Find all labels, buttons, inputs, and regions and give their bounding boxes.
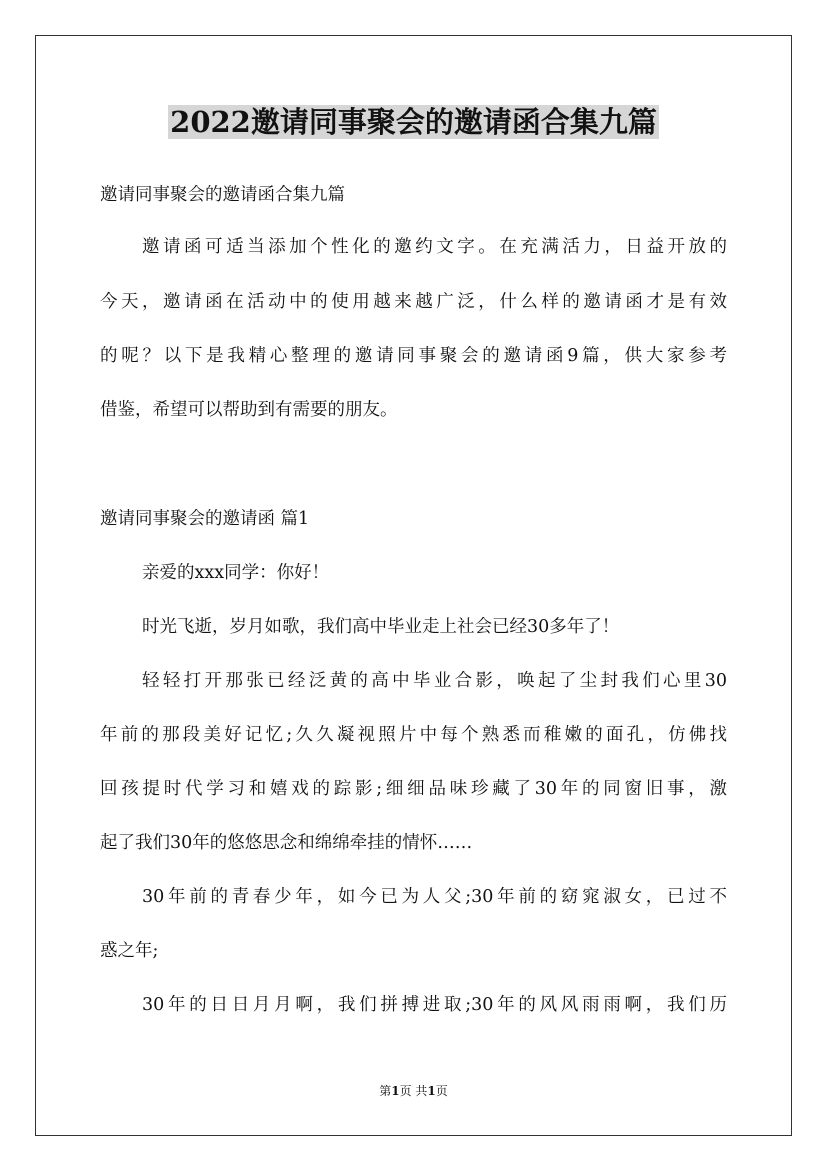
footer-total-pages: 1 <box>427 1084 436 1098</box>
paragraph-4-line-1: 30年的日日月月啊，我们拼搏进取;30年的风风雨雨啊，我们历 <box>142 995 727 1015</box>
paragraph-3-line-1: 30年前的青春少年，如今已为人父;30年前的窈窕淑女，已过不 <box>142 887 727 907</box>
section-heading-1: 邀请同事聚会的邀请函 篇1 <box>100 509 310 529</box>
paragraph-2-line-4: 起了我们30年的悠悠思念和绵绵牵挂的情怀…… <box>100 833 473 853</box>
document-title <box>0 100 827 144</box>
intro-line-4: 借鉴，希望可以帮助到有需要的朋友。 <box>100 400 398 420</box>
paragraph-2-line-2: 年前的那段美好记忆;久久凝视照片中每个熟悉而稚嫩的面孔，仿佛找 <box>100 725 727 745</box>
intro-line-2: 今天，邀请函在活动中的使用越来越广泛，什么样的邀请函才是有效 <box>100 292 727 312</box>
footer-suffix: 页 <box>435 1084 448 1098</box>
paragraph-1: 时光飞逝，岁月如歌，我们高中毕业走上社会已经30多年了！ <box>142 617 620 637</box>
intro-line-1: 邀请函可适当添加个性化的邀约文字。在充满活力，日益开放的 <box>142 237 727 257</box>
intro-line-3: 的呢？以下是我精心整理的邀请同事聚会的邀请函9篇，供大家参考 <box>100 346 727 366</box>
page-footer <box>0 1082 827 1100</box>
footer-prefix: 第 <box>379 1084 392 1098</box>
title-text: 2022邀请同事聚会的邀请函合集九篇 <box>170 105 657 139</box>
greeting: 亲爱的xxx同学：你好！ <box>142 563 330 583</box>
paragraph-2-line-3: 回孩提时代学习和嬉戏的踪影;细细品味珍藏了30年的同窗旧事，激 <box>100 779 727 799</box>
footer-page-number: 1 <box>391 1084 400 1098</box>
subtitle: 邀请同事聚会的邀请函合集九篇 <box>100 185 345 205</box>
footer-middle: 页 共 <box>399 1084 428 1098</box>
paragraph-2-line-1: 轻轻打开那张已经泛黄的高中毕业合影，唤起了尘封我们心里30 <box>142 671 727 691</box>
paragraph-3-line-2: 惑之年; <box>100 941 159 961</box>
